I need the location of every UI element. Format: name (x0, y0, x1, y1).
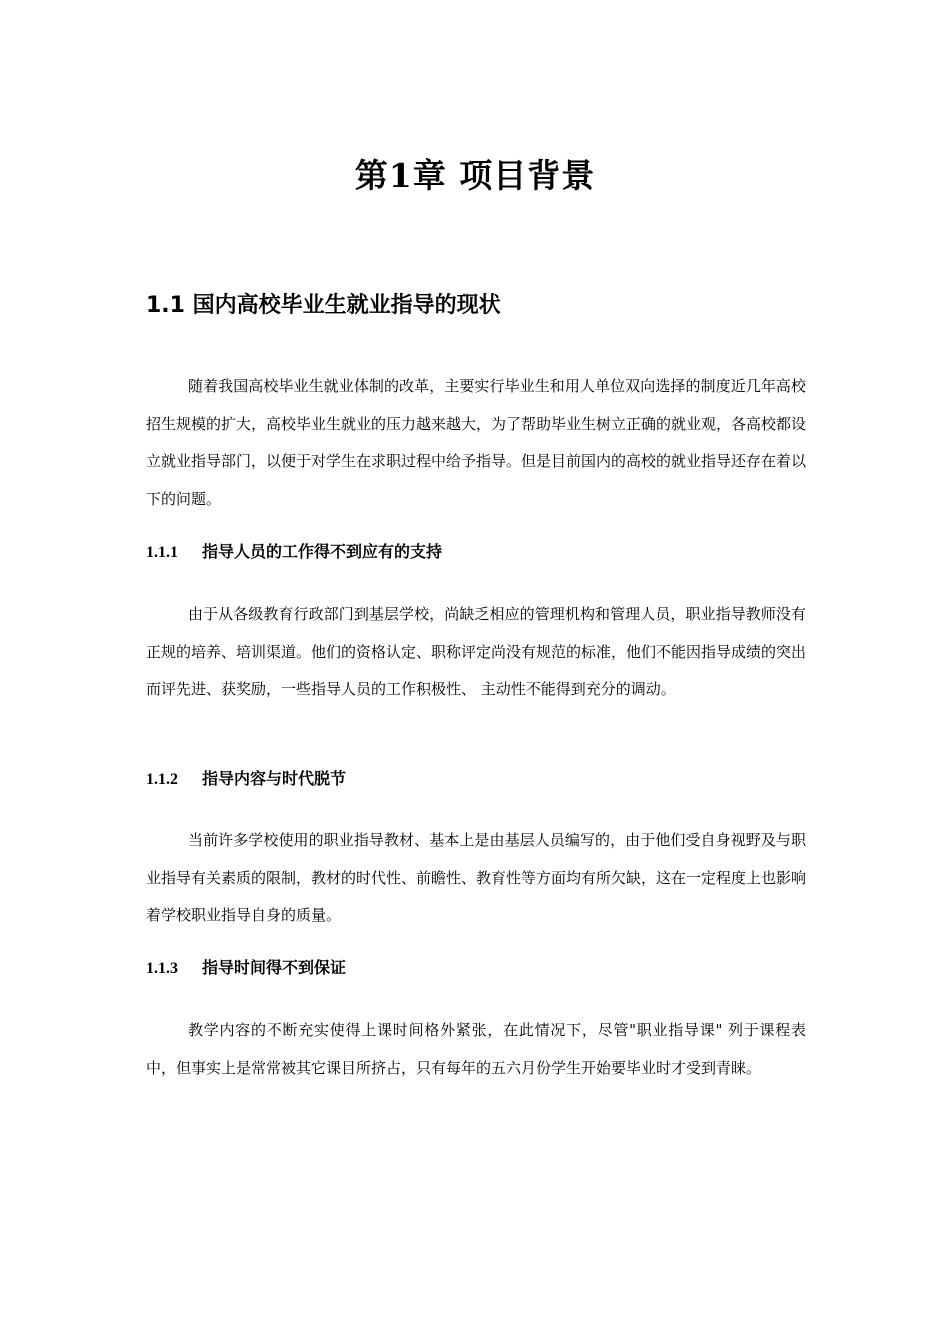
subsection-number: 1.1.1 (146, 544, 178, 561)
subsection-paragraph-3: 教学内容的不断充实使得上课时间格外紧张，在此情况下，尽管"职业指导课" 列于课程表中，但事实上是常常被其它课目所挤占，只有每年的五六月份学生开始要毕业时才受到青睐。 (146, 1021, 806, 1077)
subsection-heading-2 (146, 766, 346, 793)
subsection-title-text: 指导时间得不到保证 (202, 958, 347, 977)
subsection-title-text: 指导人员的工作得不到应有的支持 (202, 542, 443, 561)
chapter-title: 第1章 项目背景 (354, 156, 596, 195)
subsection-number: 1.1.2 (146, 771, 178, 788)
section-title: 1.1 国内高校毕业生就业指导的现状 (146, 293, 501, 318)
subsection-title-text: 指导内容与时代脱节 (202, 769, 347, 788)
subsection-heading-1 (146, 539, 442, 566)
subsection-paragraph-2: 当前许多学校使用的职业指导教材、基本上是由基层人员编写的，由于他们受自身视野及与职业指导有关素质的限制，教材的时代性、前瞻性、教育性等方面均有所欠缺，这在一定程度上也影响着学校职业指导自身的质量。 (146, 831, 807, 924)
subsection-number: 1.1.3 (146, 960, 178, 977)
subsection-heading-3 (146, 955, 346, 982)
subsection-paragraph-1: 由于从各级教育行政部门到基层学校，尚缺乏相应的管理机构和管理人员，职业指导教师没有正规的培养、培训渠道。他们的资格认定、职称评定尚没有规范的标准，他们不能因指导成绩的突出而评先进、获奖励，一些指导人员的工作积极性、 主动性不能得到充分的调动。 (146, 605, 807, 698)
section-intro-paragraph: 随着我国高校毕业生就业体制的改革，主要实行毕业生和用人单位双向选择的制度近几年高校招生规模的扩大，高校毕业生就业的压力越来越大，为了帮助毕业生树立正确的就业观，各高校都设立就业指导部门，以便于对学生在求职过程中给予指导。但是目前国内的高校的就业指导还存在着以下的问题。 (146, 377, 807, 508)
